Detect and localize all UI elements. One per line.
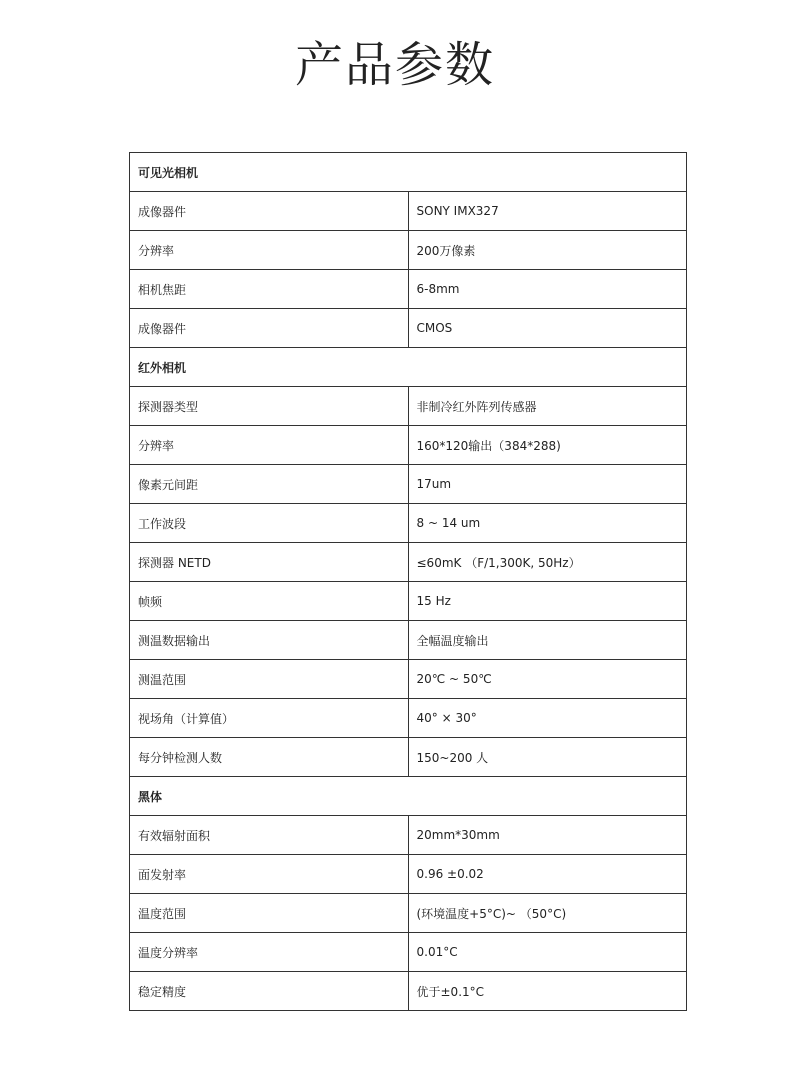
spec-label: 视场角（计算值）: [130, 699, 409, 738]
table-row: [130, 660, 687, 699]
page-title: 产品参数: [294, 37, 495, 93]
spec-label: 测温数据输出: [130, 621, 409, 660]
spec-label: 稳定精度: [130, 972, 409, 1011]
spec-value: 20℃ ~ 50℃: [408, 660, 687, 699]
spec-value: 8 ~ 14 um: [408, 504, 687, 543]
table-row: [130, 972, 687, 1011]
spec-label: 成像器件: [130, 192, 409, 231]
table-row: [130, 933, 687, 972]
spec-label: 面发射率: [130, 855, 409, 894]
table-row: [130, 270, 687, 309]
spec-label: 温度范围: [130, 894, 409, 933]
spec-label: 温度分辨率: [130, 933, 409, 972]
spec-value: 0.01°C: [408, 933, 687, 972]
table-row: [130, 387, 687, 426]
section-title: 黑体: [130, 777, 687, 816]
spec-label: 测温范围: [130, 660, 409, 699]
spec-label: 每分钟检测人数: [130, 738, 409, 777]
table-row: [130, 816, 687, 855]
spec-value: 150~200 人: [408, 738, 687, 777]
spec-value: 6-8mm: [408, 270, 687, 309]
table-row: [130, 738, 687, 777]
spec-value: 40° × 30°: [408, 699, 687, 738]
table-row: [130, 543, 687, 582]
spec-value: (环境温度+5°C)~ （50°C): [408, 894, 687, 933]
table-row: [130, 504, 687, 543]
section-header: [130, 777, 687, 816]
spec-value: 非制冷红外阵列传感器: [408, 387, 687, 426]
table-row: [130, 231, 687, 270]
spec-value: 20mm*30mm: [408, 816, 687, 855]
spec-value: 15 Hz: [408, 582, 687, 621]
section-title: 红外相机: [130, 348, 687, 387]
section-title: 可见光相机: [130, 153, 687, 192]
table-row: [130, 192, 687, 231]
section-header: [130, 153, 687, 192]
spec-value: 优于±0.1°C: [408, 972, 687, 1011]
table-row: [130, 582, 687, 621]
spec-label: 探测器类型: [130, 387, 409, 426]
spec-label: 成像器件: [130, 309, 409, 348]
spec-value: 全幅温度输出: [408, 621, 687, 660]
spec-label: 探测器 NETD: [130, 543, 409, 582]
spec-label: 有效辐射面积: [130, 816, 409, 855]
spec-value: CMOS: [408, 309, 687, 348]
spec-value: 200万像素: [408, 231, 687, 270]
spec-value: 17um: [408, 465, 687, 504]
table-row: [130, 426, 687, 465]
spec-value: ≤60mK （F/1,300K, 50Hz）: [408, 543, 687, 582]
table-row: [130, 309, 687, 348]
spec-label: 分辨率: [130, 231, 409, 270]
table-row: [130, 465, 687, 504]
spec-label: 分辨率: [130, 426, 409, 465]
table-row: [130, 621, 687, 660]
spec-label: 工作波段: [130, 504, 409, 543]
spec-value: SONY IMX327: [408, 192, 687, 231]
spec-value: 160*120输出（384*288): [408, 426, 687, 465]
section-header: [130, 348, 687, 387]
spec-label: 相机焦距: [130, 270, 409, 309]
table-row: [130, 894, 687, 933]
spec-label: 帧频: [130, 582, 409, 621]
table-row: [130, 855, 687, 894]
spec-label: 像素元间距: [130, 465, 409, 504]
spec-value: 0.96 ±0.02: [408, 855, 687, 894]
spec-table: [129, 152, 687, 1011]
table-row: [130, 699, 687, 738]
